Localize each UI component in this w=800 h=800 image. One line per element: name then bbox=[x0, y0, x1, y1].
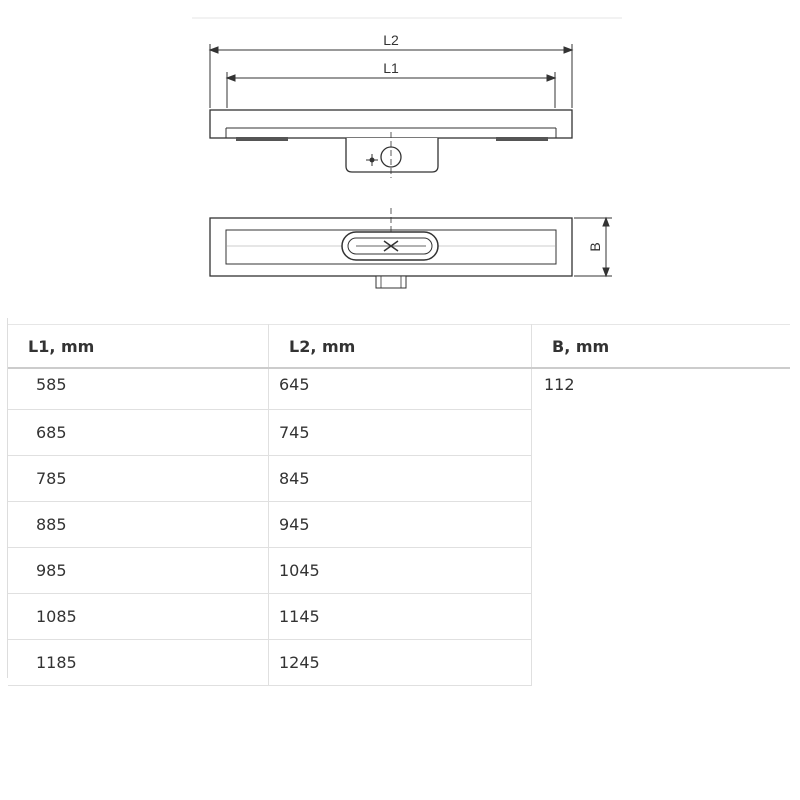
cell-l1: 1085 bbox=[8, 594, 269, 640]
cell-l1: 785 bbox=[8, 456, 269, 502]
cell-l1: 885 bbox=[8, 502, 269, 548]
cell-l2: 645 bbox=[269, 368, 532, 410]
header-b: B, mm bbox=[532, 325, 791, 369]
dimensions-table bbox=[8, 324, 790, 686]
b-label: B bbox=[587, 242, 603, 252]
drain-technical-drawing bbox=[0, 0, 800, 300]
cell-l2: 945 bbox=[269, 502, 532, 548]
cell-b: 112 bbox=[544, 375, 575, 394]
l2-dimension bbox=[210, 44, 572, 108]
cell-l1: 1185 bbox=[8, 640, 269, 686]
cell-l2: 1245 bbox=[269, 640, 532, 686]
l2-label: L2 bbox=[383, 32, 399, 48]
cell-l2: 1045 bbox=[269, 548, 532, 594]
cell-l2: 745 bbox=[269, 410, 532, 456]
cell-l1: 685 bbox=[8, 410, 269, 456]
drain-side-view bbox=[210, 110, 572, 178]
l1-dimension bbox=[227, 72, 555, 108]
drain-top-view bbox=[210, 208, 572, 288]
cell-l1: 985 bbox=[8, 548, 269, 594]
cell-l1: 585 bbox=[8, 368, 269, 410]
header-l1: L1, mm bbox=[8, 325, 269, 369]
table-row bbox=[8, 368, 790, 410]
table-header-row bbox=[8, 325, 790, 369]
cell-l2: 845 bbox=[269, 456, 532, 502]
l1-label: L1 bbox=[383, 60, 399, 76]
header-l2: L2, mm bbox=[269, 325, 532, 369]
cell-l2: 1145 bbox=[269, 594, 532, 640]
